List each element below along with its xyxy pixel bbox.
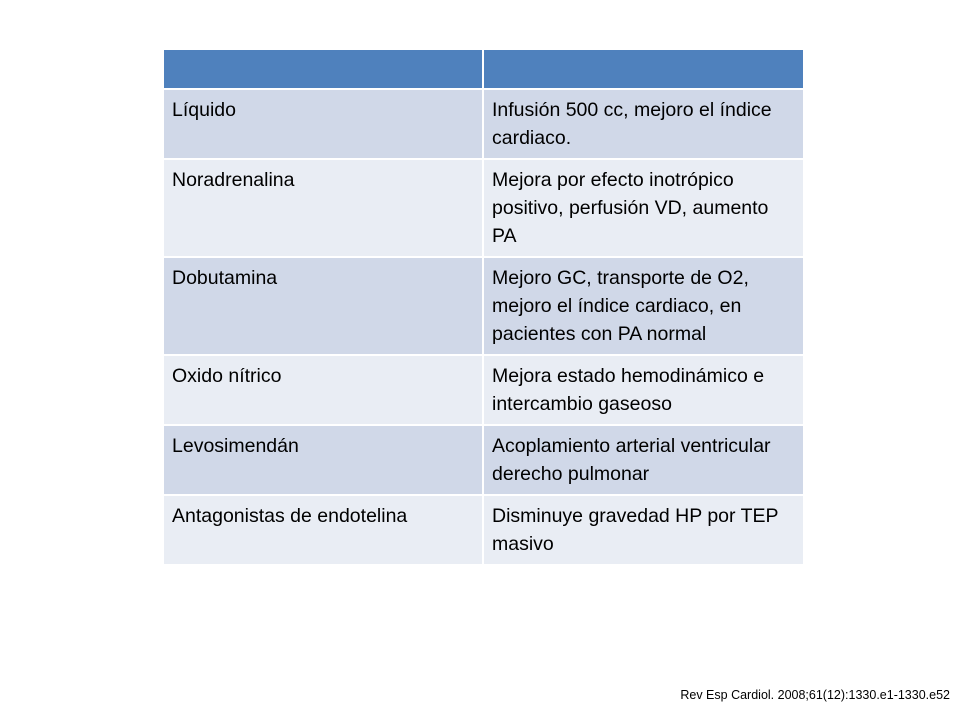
effect-cell: Mejoro GC, transporte de O2, mejoro el índice cardiaco, en pacientes con PA normal: [483, 257, 804, 355]
table-header-row: [163, 49, 804, 89]
treatment-cell: Líquido: [163, 89, 483, 159]
treatment-cell: Antagonistas de endotelina: [163, 495, 483, 565]
effect-cell: Disminuye gravedad HP por TEP masivo: [483, 495, 804, 565]
effect-cell: Mejora por efecto inotrópico positivo, perfusión VD, aumento PA: [483, 159, 804, 257]
table-row: [163, 159, 804, 257]
treatment-cell: Dobutamina: [163, 257, 483, 355]
table-row: [163, 257, 804, 355]
citation: Rev Esp Cardiol. 2008;61(12):1330.e1-1330.e52: [680, 688, 950, 702]
header-cell-treatment: [163, 49, 483, 89]
treatment-cell: Levosimendán: [163, 425, 483, 495]
effect-cell: Infusión 500 cc, mejoro el índice cardiaco.: [483, 89, 804, 159]
table-row: [163, 89, 804, 159]
header-cell-effect: [483, 49, 804, 89]
treatment-cell: Oxido nítrico: [163, 355, 483, 425]
effect-cell: Mejora estado hemodinámico e intercambio gaseoso: [483, 355, 804, 425]
treatment-cell: Noradrenalina: [163, 159, 483, 257]
treatment-table: [162, 48, 805, 566]
table-row: [163, 425, 804, 495]
table-row: [163, 355, 804, 425]
table-row: [163, 495, 804, 565]
effect-cell: Acoplamiento arterial ventricular derecho pulmonar: [483, 425, 804, 495]
